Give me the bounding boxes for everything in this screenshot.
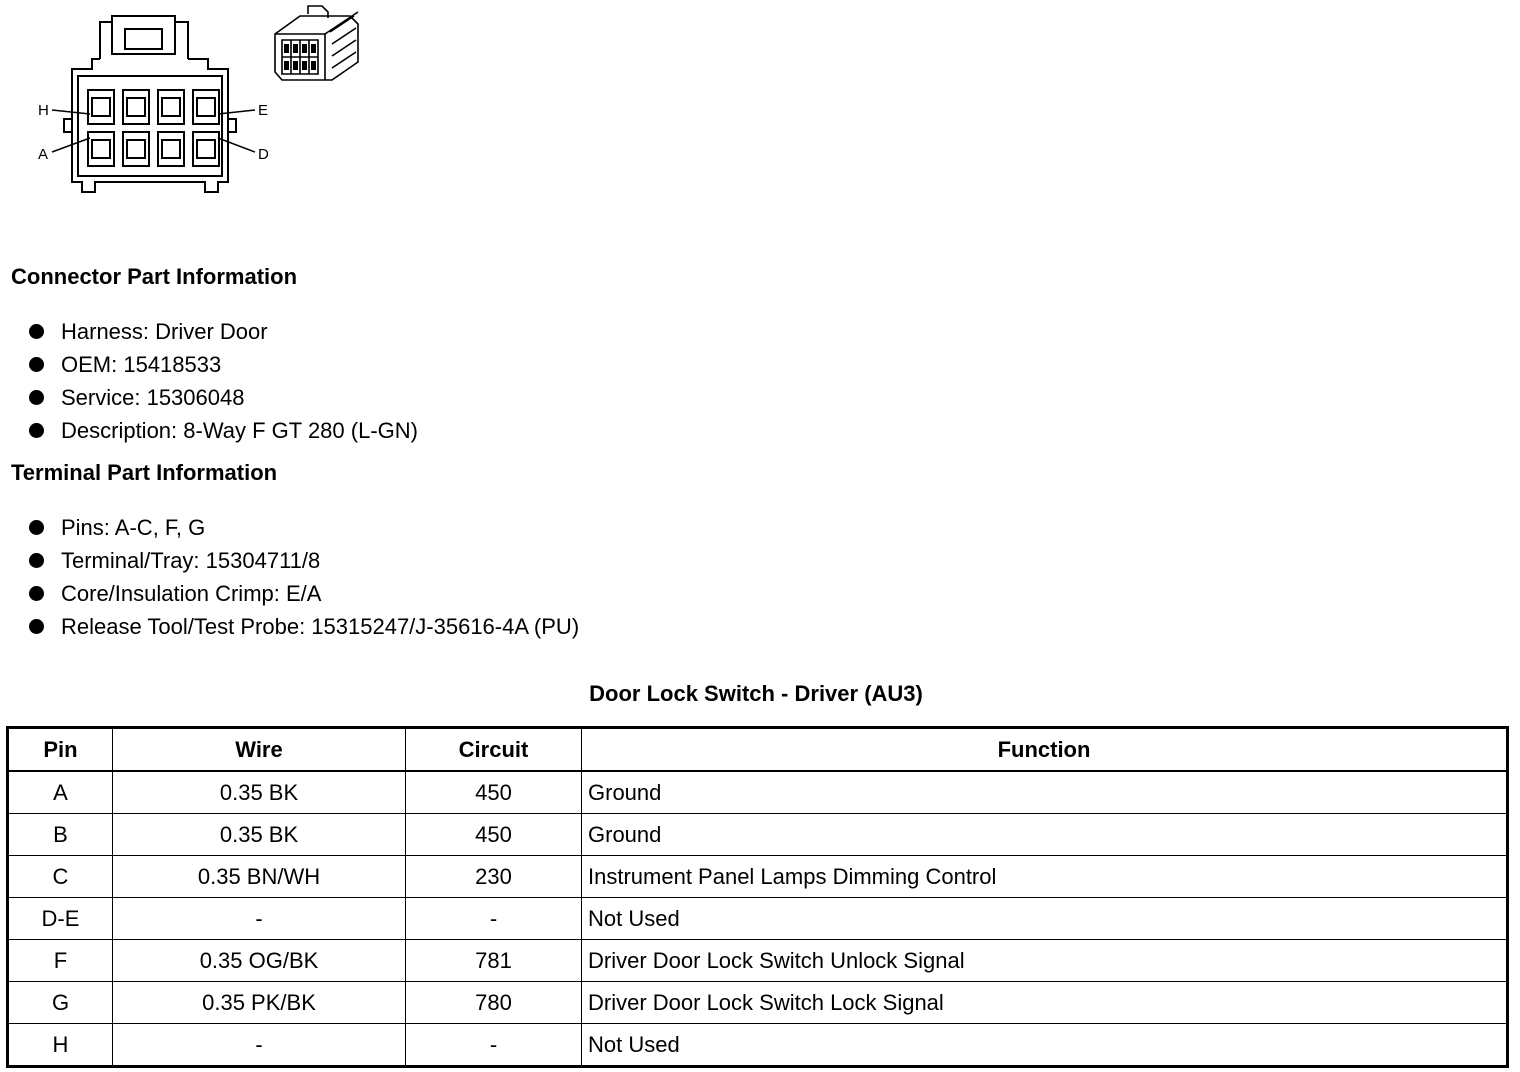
table-row xyxy=(8,940,1508,982)
cell-pin: H xyxy=(8,1024,113,1067)
cell-circuit: 230 xyxy=(406,856,582,898)
pinout-table-title: Door Lock Switch - Driver (AU3) xyxy=(589,681,923,706)
bullet-icon xyxy=(29,357,44,372)
cell-pin: B xyxy=(8,814,113,856)
cell-circuit: 780 xyxy=(406,982,582,1024)
pin-label-a: A xyxy=(38,146,49,163)
cell-function: Not Used xyxy=(582,1024,1508,1067)
table-row xyxy=(8,1024,1508,1067)
cell-circuit: 450 xyxy=(406,771,582,814)
cell-pin: A xyxy=(8,771,113,814)
list-item xyxy=(28,577,579,610)
cell-pin: C xyxy=(8,856,113,898)
list-item-text: Core/Insulation Crimp: E/A xyxy=(61,581,322,606)
bullet-icon xyxy=(29,390,44,405)
cell-wire: 0.35 OG/BK xyxy=(113,940,406,982)
pin-label-h: H xyxy=(38,102,49,119)
terminal-part-info-list xyxy=(28,511,579,643)
list-item-text: Terminal/Tray: 15304711/8 xyxy=(61,548,321,573)
list-item xyxy=(28,414,418,447)
pinout-table xyxy=(6,726,1509,1068)
list-item xyxy=(28,315,418,348)
connector-face-diagram xyxy=(30,14,280,199)
column-header-pin: Pin xyxy=(8,728,113,772)
cell-function: Driver Door Lock Switch Unlock Signal xyxy=(582,940,1508,982)
connector-isometric-view xyxy=(270,4,365,84)
cell-pin: F xyxy=(8,940,113,982)
cell-wire: 0.35 PK/BK xyxy=(113,982,406,1024)
bullet-icon xyxy=(29,619,44,634)
column-header-function: Function xyxy=(582,728,1508,772)
bullet-icon xyxy=(29,423,44,438)
cell-pin: D-E xyxy=(8,898,113,940)
list-item-text: OEM: 15418533 xyxy=(61,352,222,377)
cell-wire: 0.35 BK xyxy=(113,814,406,856)
table-row xyxy=(8,982,1508,1024)
cell-function: Ground xyxy=(582,814,1508,856)
cell-circuit: 450 xyxy=(406,814,582,856)
list-item-text: Service: 15306048 xyxy=(61,385,245,410)
table-row xyxy=(8,771,1508,814)
cell-pin: G xyxy=(8,982,113,1024)
list-item xyxy=(28,610,579,643)
cell-wire: 0.35 BN/WH xyxy=(113,856,406,898)
bullet-icon xyxy=(29,520,44,535)
bullet-icon xyxy=(29,553,44,568)
bullet-icon xyxy=(29,586,44,601)
table-row xyxy=(8,856,1508,898)
list-item-text: Harness: Driver Door xyxy=(61,319,268,344)
list-item xyxy=(28,544,579,577)
cell-function: Driver Door Lock Switch Lock Signal xyxy=(582,982,1508,1024)
cell-wire: 0.35 BK xyxy=(113,771,406,814)
cell-circuit: 781 xyxy=(406,940,582,982)
connector-part-info-title: Connector Part Information xyxy=(11,264,298,289)
cell-function: Instrument Panel Lamps Dimming Control xyxy=(582,856,1508,898)
list-item-text: Pins: A-C, F, G xyxy=(61,515,206,540)
terminal-part-info-title: Terminal Part Information xyxy=(11,460,278,485)
list-item xyxy=(28,381,418,414)
list-item-text: Release Tool/Test Probe: 15315247/J-35616-4A (PU) xyxy=(61,614,580,639)
bullet-icon xyxy=(29,324,44,339)
cell-function: Not Used xyxy=(582,898,1508,940)
column-header-wire: Wire xyxy=(113,728,406,772)
cell-wire: - xyxy=(113,1024,406,1067)
list-item xyxy=(28,511,579,544)
pin-label-d: D xyxy=(258,146,269,163)
cell-function: Ground xyxy=(582,771,1508,814)
column-header-circuit: Circuit xyxy=(406,728,582,772)
table-row xyxy=(8,898,1508,940)
list-item-text: Description: 8-Way F GT 280 (L-GN) xyxy=(61,418,418,443)
table-header-row xyxy=(8,728,1508,772)
connector-part-info-list xyxy=(28,315,418,447)
cell-circuit: - xyxy=(406,1024,582,1067)
list-item xyxy=(28,348,418,381)
pin-label-e: E xyxy=(258,102,269,119)
cell-wire: - xyxy=(113,898,406,940)
table-row xyxy=(8,814,1508,856)
cell-circuit: - xyxy=(406,898,582,940)
